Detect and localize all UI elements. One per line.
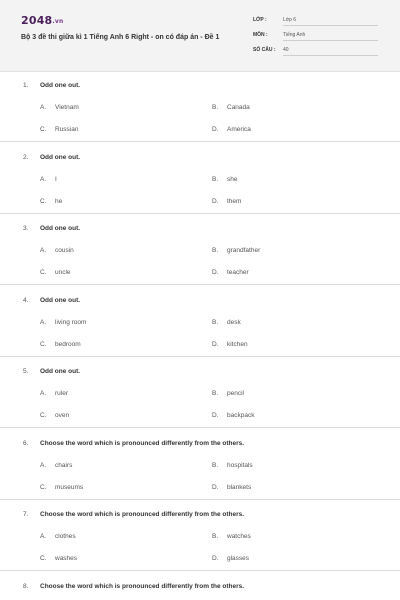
question-number: 8. (23, 582, 29, 590)
option-letter: B. (212, 461, 219, 469)
option-letter: A. (40, 461, 47, 469)
option-text: hospitals (227, 461, 253, 469)
option-letter: B. (212, 318, 219, 326)
option-text: uncle (55, 269, 71, 276)
question-number: 1. (23, 82, 29, 89)
option-text: I (55, 175, 57, 183)
option-letter: A. (40, 533, 47, 540)
option-text: oven (55, 412, 70, 419)
question-number: 6. (23, 439, 29, 447)
answer-option[interactable] (212, 269, 249, 276)
option-text: washes (55, 555, 78, 562)
option-text: teacher (227, 269, 249, 276)
option-letter: C. (40, 340, 47, 348)
answer-option[interactable] (40, 269, 71, 276)
logo-suffix: .vn (52, 18, 64, 25)
option-letter: B. (212, 247, 219, 254)
option-text: Canada (227, 104, 250, 111)
option-letter: D. (212, 483, 219, 491)
option-text: desk (227, 318, 241, 326)
option-text: clothes (55, 533, 76, 540)
meta-value-grade: Lớp 6 (283, 17, 378, 26)
answer-option[interactable] (212, 198, 241, 205)
question-divider (0, 356, 400, 357)
question-number: 3. (23, 225, 29, 232)
answer-option[interactable] (212, 126, 251, 133)
option-letter: C. (40, 555, 47, 562)
option-text: bedroom (55, 340, 81, 348)
option-text: backpack (227, 412, 255, 419)
answer-option[interactable] (212, 533, 251, 540)
option-letter: A. (40, 318, 47, 326)
answer-option[interactable] (40, 126, 78, 133)
option-text: glasses (227, 555, 250, 562)
answer-option[interactable] (212, 104, 250, 111)
answer-option[interactable] (40, 462, 72, 469)
option-letter: B. (212, 533, 219, 540)
question-text: Odd one out. (40, 153, 81, 161)
answer-option[interactable] (40, 247, 74, 254)
document-title: Bộ 3 đề thi giữa kì 1 Tiếng Anh 6 Right - on có đáp án - Đề 1 (21, 34, 220, 41)
option-text: pencil (227, 390, 244, 397)
question-text: Odd one out. (40, 225, 81, 232)
answer-option[interactable] (40, 319, 86, 326)
option-letter: C. (40, 197, 47, 205)
question-divider (0, 427, 400, 428)
question-divider (0, 499, 400, 500)
answer-option[interactable] (212, 462, 253, 469)
option-text: chairs (55, 461, 73, 469)
option-letter: D. (212, 197, 219, 205)
option-text: living room (55, 318, 87, 326)
meta-label-count: SỐ CÂU : (253, 47, 276, 53)
option-letter: D. (212, 555, 219, 562)
option-text: America (227, 126, 251, 133)
option-text: Russian (55, 126, 79, 133)
meta-label-grade: LỚP : (253, 17, 267, 23)
option-letter: B. (212, 104, 219, 111)
option-text: museums (55, 483, 84, 491)
question-number: 7. (23, 511, 29, 518)
option-letter: A. (40, 247, 47, 254)
answer-option[interactable] (40, 176, 57, 183)
question-number: 4. (23, 296, 29, 304)
question-divider (0, 570, 400, 571)
option-text: grandfather (227, 247, 261, 254)
question-text: Choose the word which is pronounced differently from the others. (40, 511, 245, 518)
question-text: Odd one out. (40, 82, 81, 89)
question-text: Odd one out. (40, 296, 81, 304)
answer-option[interactable] (40, 198, 62, 205)
question-number: 5. (23, 368, 29, 375)
answer-option[interactable] (212, 390, 244, 397)
answer-option[interactable] (212, 341, 248, 348)
option-text: cousin (55, 247, 74, 254)
option-letter: D. (212, 126, 219, 133)
option-text: kitchen (227, 340, 248, 348)
option-letter: A. (40, 175, 47, 183)
question-number: 2. (23, 153, 29, 161)
answer-option[interactable] (40, 390, 68, 397)
option-text: ruler (55, 390, 69, 397)
answer-option[interactable] (40, 533, 76, 540)
question-text: Choose the word which is pronounced differently from the others. (40, 439, 245, 447)
option-letter: C. (40, 483, 47, 491)
answer-option[interactable] (40, 412, 69, 419)
option-text: he (55, 197, 63, 205)
question-text: Odd one out. (40, 368, 81, 375)
question-divider (0, 141, 400, 142)
option-letter: D. (212, 269, 219, 276)
logo-main: 2048 (21, 14, 53, 27)
meta-label-subject: MÔN : (253, 32, 268, 38)
answer-option[interactable] (212, 247, 260, 254)
site-logo[interactable] (21, 14, 63, 27)
question-divider (0, 213, 400, 214)
option-text: watches (227, 533, 251, 540)
option-letter: A. (40, 390, 47, 397)
answer-option[interactable] (40, 555, 77, 562)
meta-value-count: 40 (283, 47, 378, 56)
answer-option[interactable] (212, 484, 251, 491)
option-letter: A. (40, 104, 47, 111)
meta-value-subject: Tiếng Anh (283, 32, 378, 41)
question-text: Choose the word which is pronounced differently from the others. (40, 582, 245, 590)
option-letter: C. (40, 412, 47, 419)
option-letter: B. (212, 175, 219, 183)
answer-option[interactable] (212, 555, 249, 562)
answer-option[interactable] (40, 104, 79, 111)
option-letter: B. (212, 390, 219, 397)
answer-option[interactable] (40, 341, 81, 348)
document-header (0, 0, 400, 72)
option-letter: C. (40, 126, 47, 133)
answer-option[interactable] (212, 412, 254, 419)
option-letter: C. (40, 269, 47, 276)
option-text: them (227, 197, 242, 205)
option-text: she (227, 175, 238, 183)
option-text: blankets (227, 483, 252, 491)
answer-option[interactable] (212, 176, 237, 183)
option-letter: D. (212, 412, 219, 419)
option-text: Vietnam (55, 104, 79, 111)
question-divider (0, 284, 400, 285)
answer-option[interactable] (212, 319, 241, 326)
answer-option[interactable] (40, 484, 83, 491)
option-letter: D. (212, 340, 219, 348)
